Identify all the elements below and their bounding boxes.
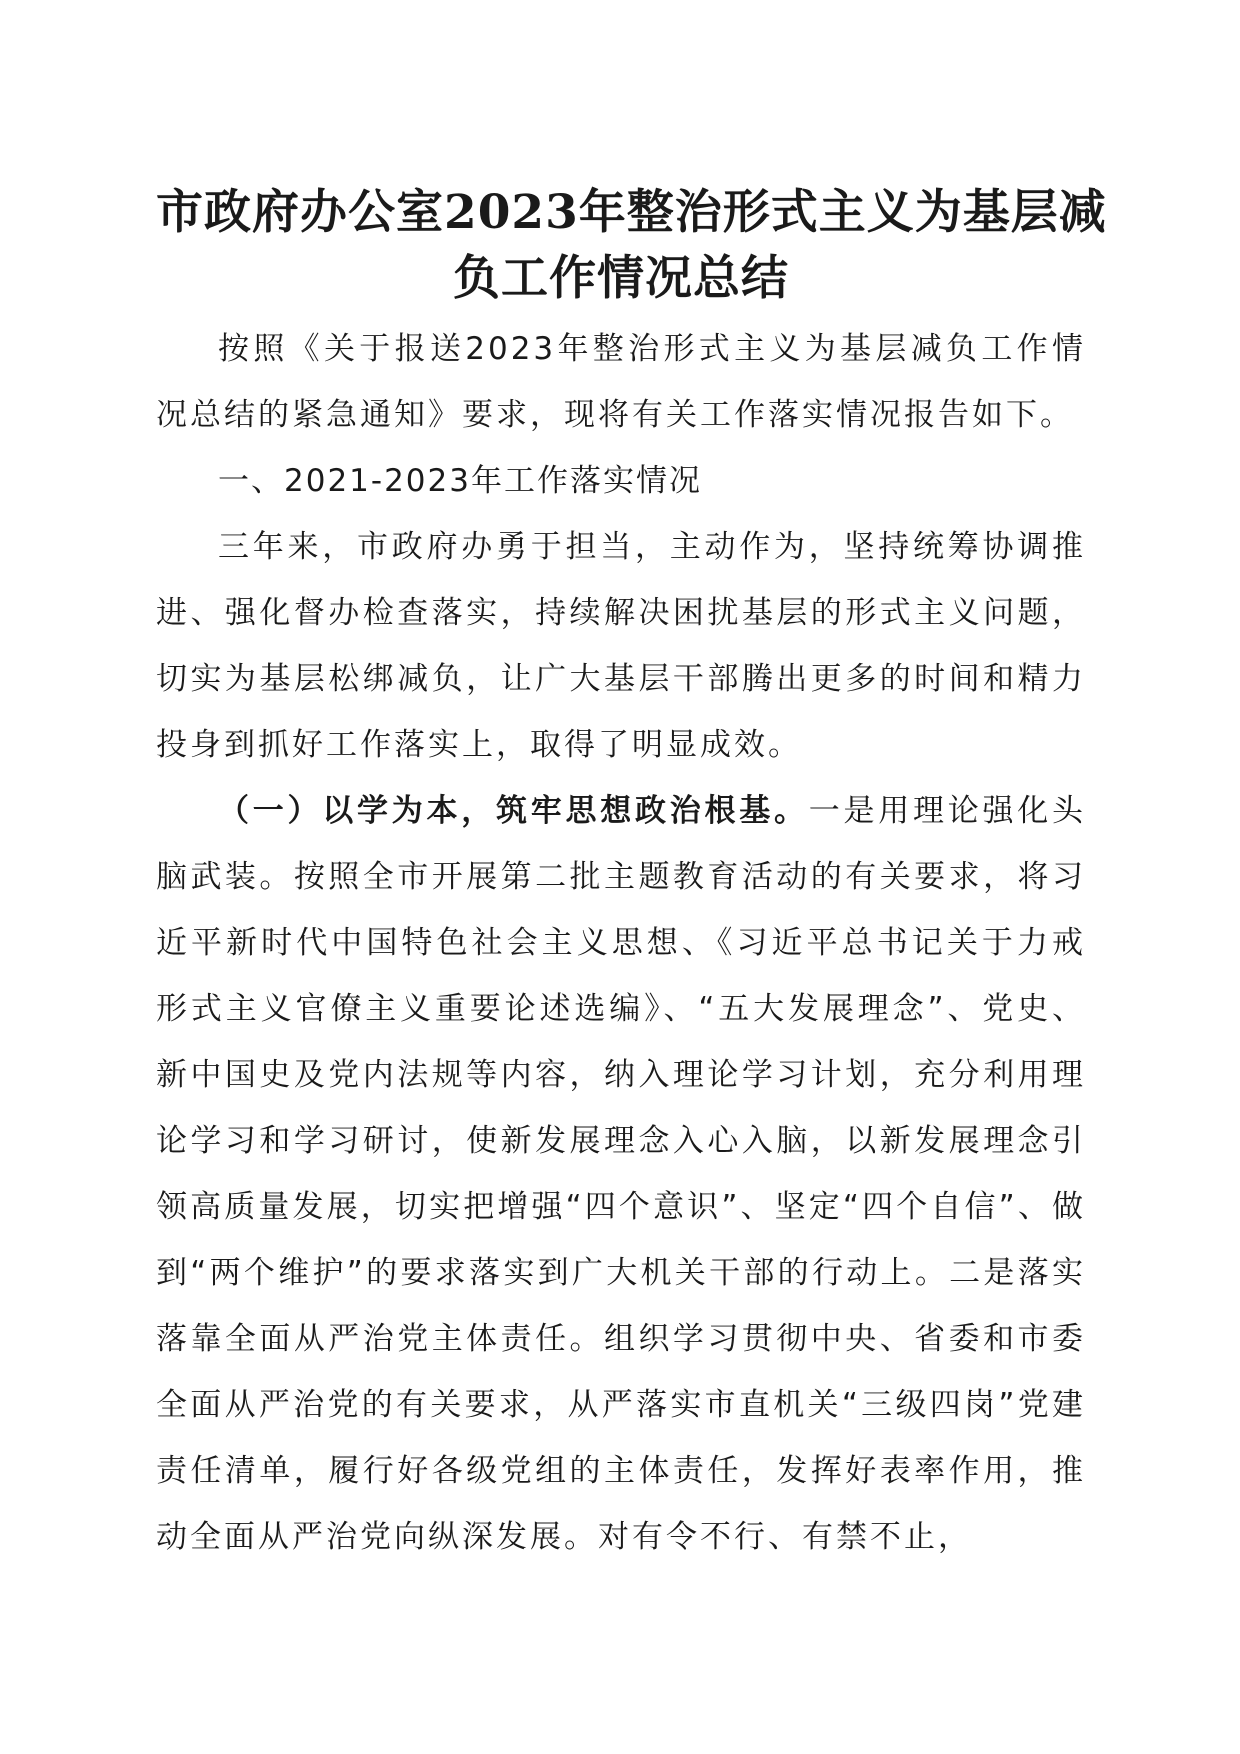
title-line-2: 负工作情况总结 <box>453 251 789 306</box>
document-content <box>156 180 1107 1570</box>
subsection-paragraph-1 <box>156 778 1086 1570</box>
title-line-1: 市政府办公室2023年整治形式主义为基层减 <box>156 185 1107 240</box>
section-heading-1: 一、2021-2023年工作落实情况 <box>218 463 702 499</box>
subsection-body-1: 一是用理论强化头脑武装。按照全市开展第二批主题教育活动的有关要求，将习近平新时代中国特色社会主义思想、《习近平总书记关于力戒形式主义官僚主义重要论述选编》、“五大发展理念”、党史、新中国史及党内法规等内容，纳入理论学习计划，充分利用理论学习和学习研讨，使新发展理念入心入脑，以新发展理念引领高质量发展，切实把增强“四个意识”、坚定“四个自信”、做到“两个维护”的要求落实到广大机关干部的行动上。二是落实落靠全面从严治党主体责任。组织学习贯彻中央、省委和市委全面从严治党的有关要求，从严落实市直机关“三级四岗”党建责任清单，履行好各级党组的主体责任，发挥好表率作用，推动全面从严治党向纵深发展。对有令不行、有禁不止， <box>156 793 1086 1555</box>
intro-paragraph: 按照《关于报送2023年整治形式主义为基层减负工作情况总结的紧急通知》要求，现将有关工作落实情况报告如下。 <box>156 331 1086 433</box>
subsection-heading-1: （一）以学为本，筑牢思想政治根基。 <box>218 793 809 829</box>
document-title <box>156 180 1107 312</box>
section-paragraph-1: 三年来，市政府办勇于担当，主动作为，坚持统筹协调推进、强化督办检查落实，持续解决困扰基层的形式主义问题，切实为基层松绑减负，让广大基层干部腾出更多的时间和精力投身到抓好工作落实上，取得了明显成效。 <box>156 529 1086 763</box>
